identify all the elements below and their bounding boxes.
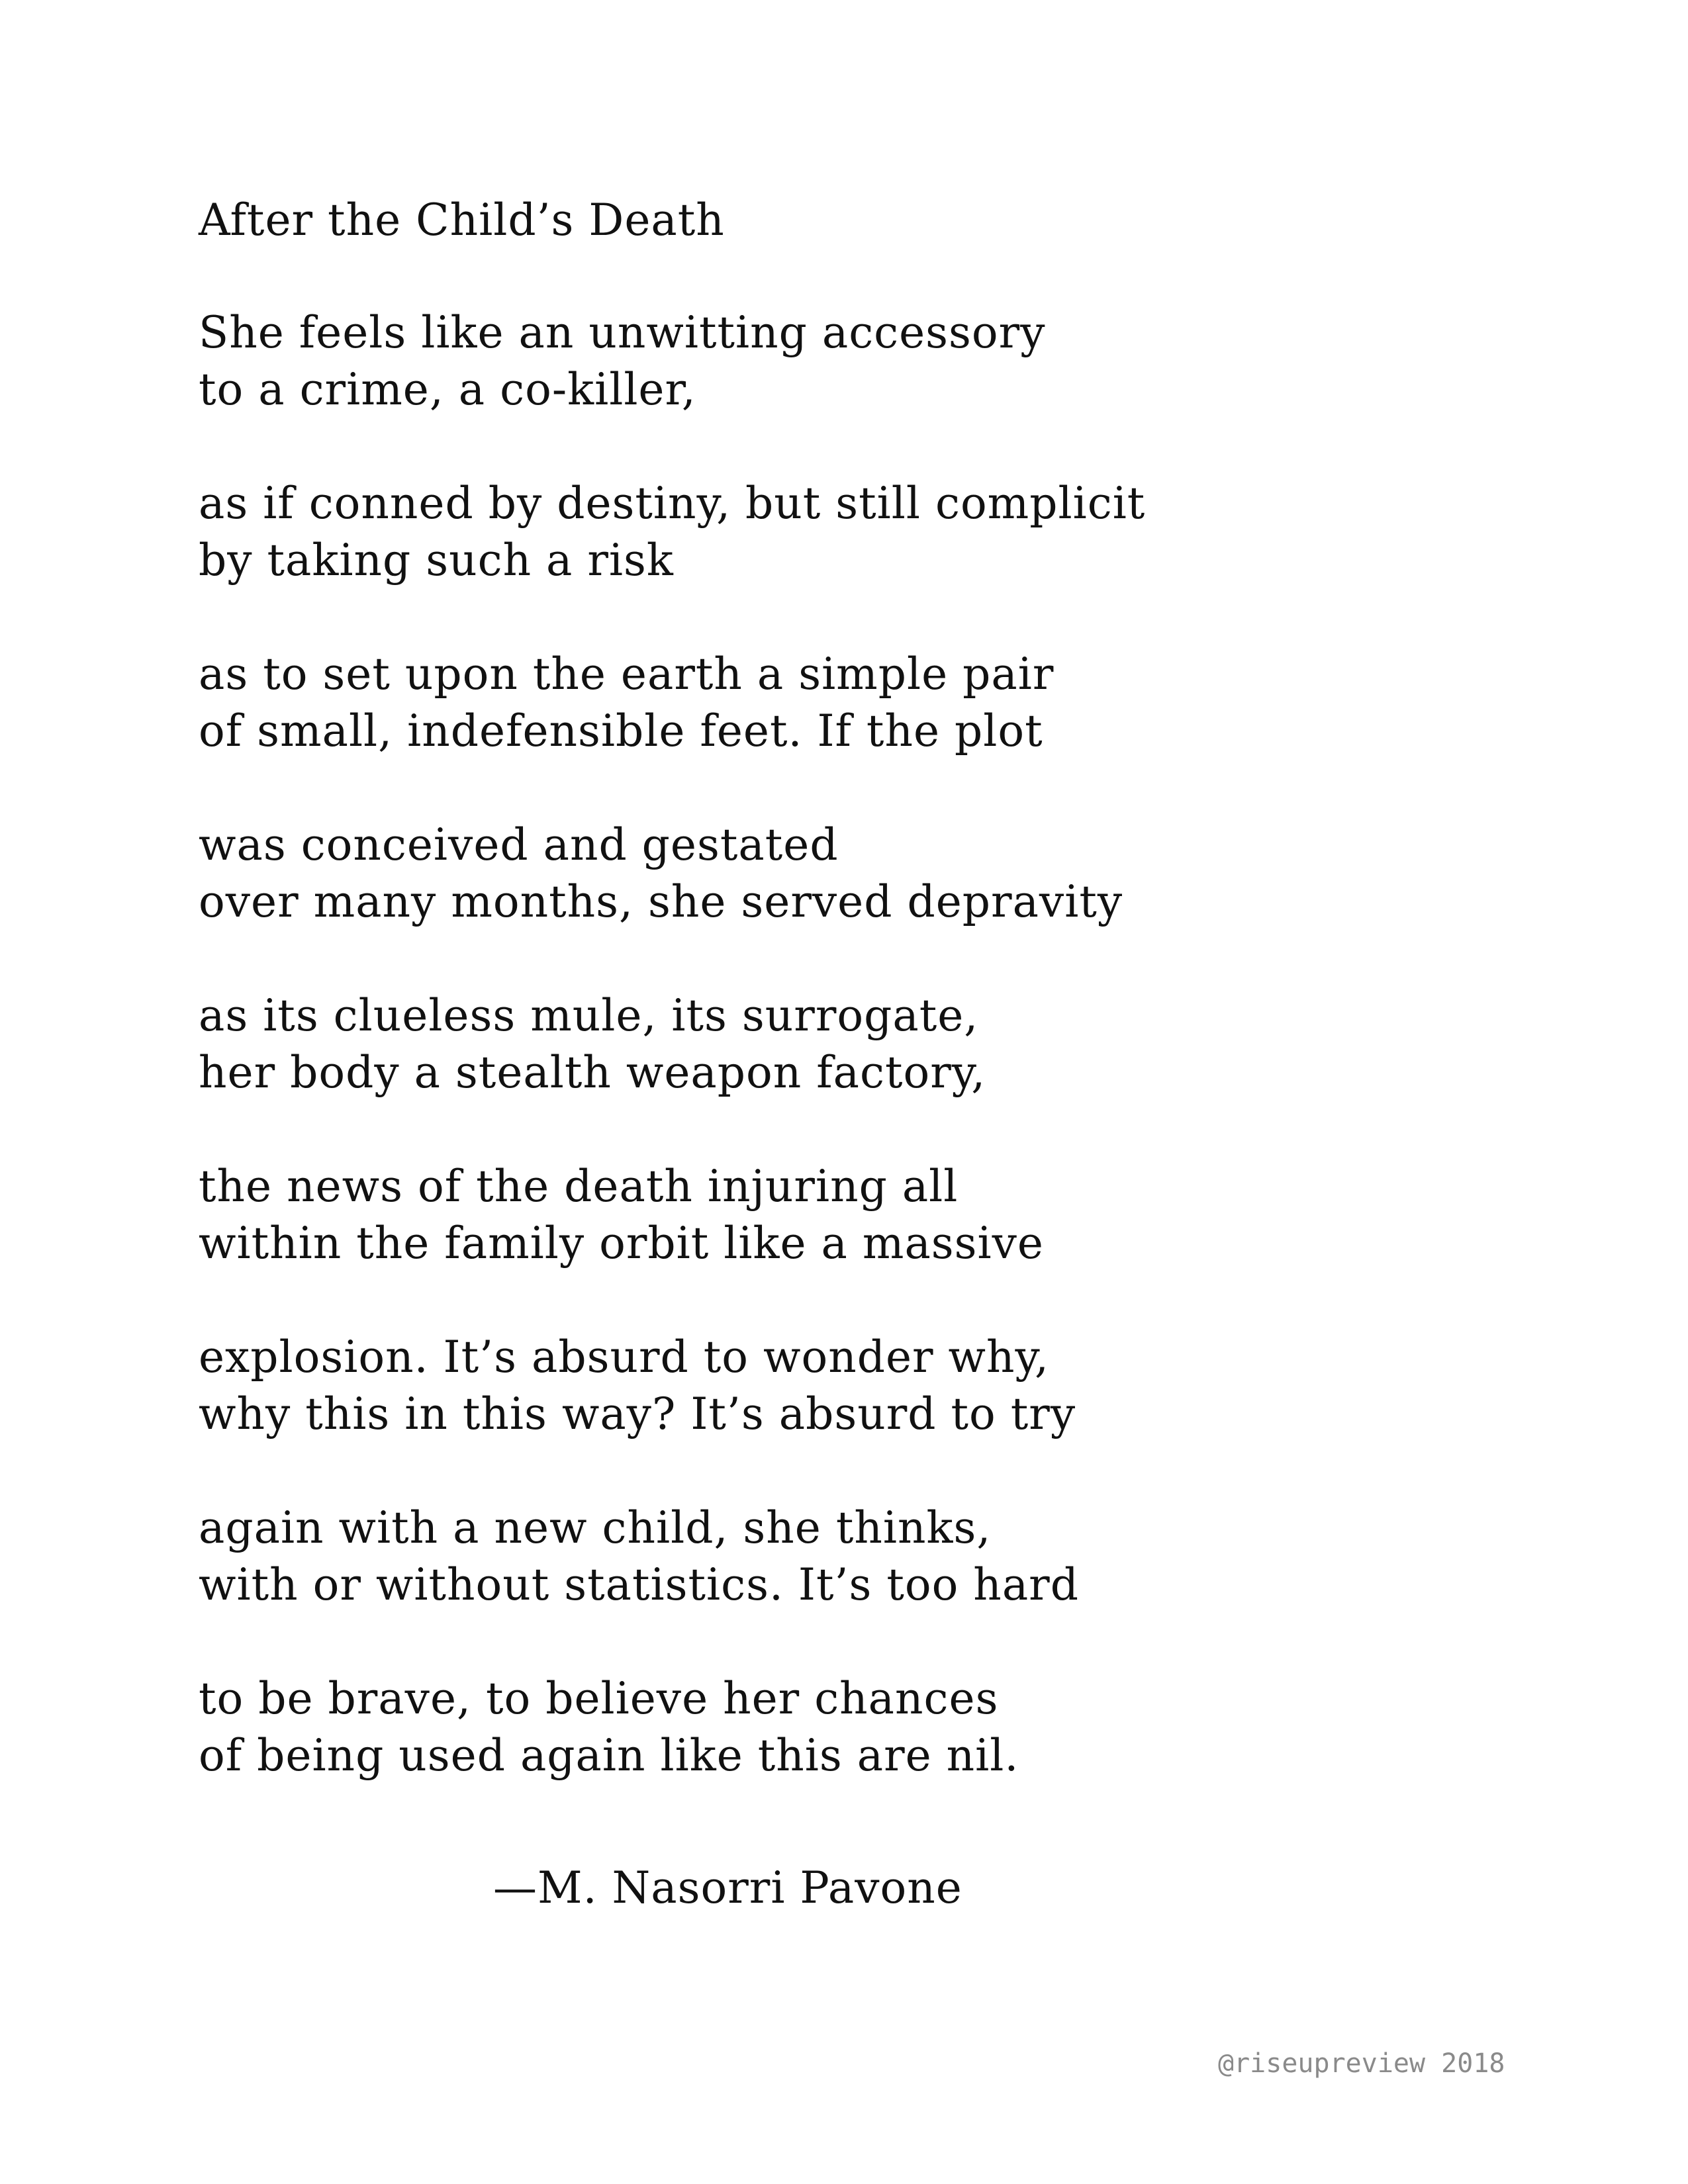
stanza-4 bbox=[199, 817, 1523, 931]
poem-line: as to set upon the earth a simple pair bbox=[199, 649, 1055, 700]
poem-line: why this in this way? It’s absurd to try bbox=[199, 1388, 1076, 1439]
watermark: @riseupreview 2018 bbox=[1218, 2048, 1505, 2079]
stanza-3 bbox=[199, 646, 1523, 760]
poem-line: as its clueless mule, its surrogate, bbox=[199, 990, 979, 1041]
poem-title: After the Child’s Death bbox=[199, 195, 725, 246]
author-byline: —M. Nasorri Pavone bbox=[493, 1862, 962, 1913]
stanza-5 bbox=[199, 987, 1523, 1101]
poem-line: explosion. It’s absurd to wonder why, bbox=[199, 1332, 1050, 1383]
poem-line: by taking such a risk bbox=[199, 535, 674, 586]
poem-line: her body a stealth weapon factory, bbox=[199, 1047, 986, 1098]
poem-line: as if conned by destiny, but still complicit bbox=[199, 478, 1146, 529]
poem-line: She feels like an unwitting accessory bbox=[199, 307, 1046, 358]
stanza-9 bbox=[199, 1670, 1523, 1784]
poem-line: over many months, she served depravity bbox=[199, 876, 1123, 927]
poem-line: within the family orbit like a massive bbox=[199, 1218, 1044, 1269]
poem-line: of small, indefensible feet. If the plot bbox=[199, 705, 1043, 756]
poem-line: again with a new child, she thinks, bbox=[199, 1502, 992, 1553]
stanza-7 bbox=[199, 1329, 1523, 1443]
poem-line: to a crime, a co-killer, bbox=[199, 364, 696, 415]
stanza-8 bbox=[199, 1500, 1523, 1614]
poem-line: of being used again like this are nil. bbox=[199, 1730, 1019, 1781]
stanza-2 bbox=[199, 475, 1523, 589]
stanza-6 bbox=[199, 1158, 1523, 1272]
poem-line: to be brave, to believe her chances bbox=[199, 1673, 999, 1724]
poem-line: with or without statistics. It’s too hard bbox=[199, 1559, 1079, 1610]
poem-line: was conceived and gestated bbox=[199, 819, 839, 870]
stanza-1 bbox=[199, 304, 1523, 418]
poem-body bbox=[199, 304, 1523, 1841]
poem-line: the news of the death injuring all bbox=[199, 1161, 959, 1212]
